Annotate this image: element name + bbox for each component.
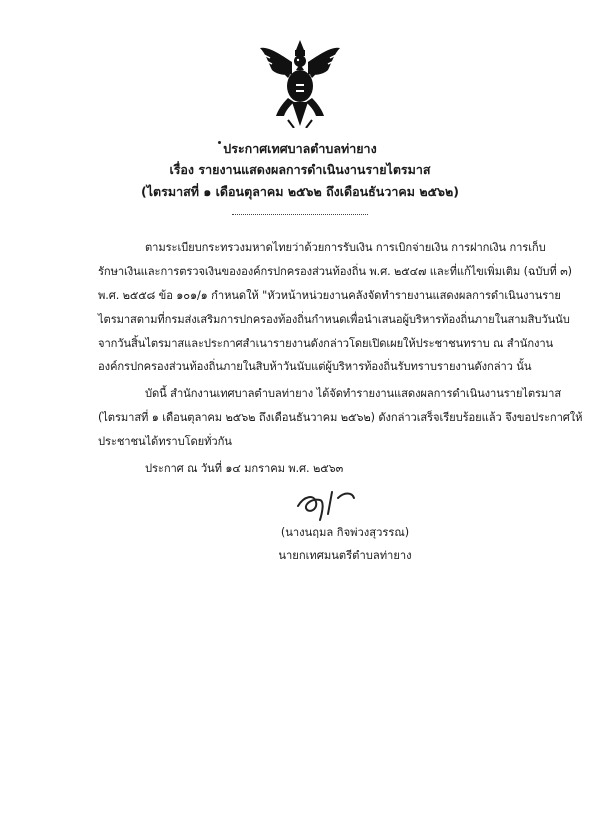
- paragraph-2-line: (ไตรมาสที่ ๑ เดือนตุลาคม ๒๕๖๒ ถึงเดือนธันวาคม ๒๕๖๒) ดังกล่าวเสร็จเรียบร้อยแล้ว จึงขอประกาศให้: [98, 411, 583, 424]
- signatory-position: นายกเทศมนตรีตำบลท่ายาง: [278, 549, 412, 562]
- announcement-subject: เรื่อง รายงานแสดงผลการดำเนินงานรายไตรมาส: [169, 162, 431, 177]
- paragraph-1-line: รักษาเงินและการตรวจเงินขององค์กรปกครองส่วนท้องถิ่น พ.ศ. ๒๕๔๗ และที่แก้ไขเพิ่มเติม (ฉบับที่ ๓): [98, 265, 572, 278]
- announcement-issuer: ประกาศเทศบาลตำบลท่ายาง: [223, 141, 377, 156]
- paragraph-1-line: ตามระเบียบกระทรวงมหาดไทยว่าด้วยการรับเงิน การเบิกจ่ายเงิน การฝากเงิน การเก็บ: [145, 241, 546, 254]
- handwritten-signature: [290, 484, 380, 524]
- signatory-name: (นางนฤมล กิจพ่วงสุวรรณ): [280, 526, 410, 539]
- paragraph-1-line: องค์กรปกครองส่วนท้องถิ่นภายในสิบห้าวันนับแต่ผู้บริหารท้องถิ่นรับทราบรายงานดังกล่าว นั้น: [98, 360, 532, 373]
- paragraph-1-line: พ.ศ. ๒๕๕๘ ข้อ ๑๐๑/๑ กำหนดให้ "หัวหน้าหน่วยงานคลังจัดทำรายงานแสดงผลการดำเนินงานราย: [98, 289, 561, 302]
- garuda-emblem-icon: [258, 40, 342, 128]
- dotted-divider: [232, 214, 368, 215]
- paragraph-2-line: บัดนี้ สำนักงานเทศบาลตำบลท่ายาง ได้จัดทำรายงานแสดงผลการดำเนินงานรายไตรมาส: [145, 387, 562, 400]
- paragraph-2-line: ประชาชนได้ทราบโดยทั่วกัน: [98, 435, 232, 448]
- paragraph-1-line: ไตรมาสตามที่กรมส่งเสริมการปกครองท้องถิ่นกำหนดเพื่อนำเสนอผู้บริหารท้องถิ่นภายในสามสิบวันนับ: [98, 313, 570, 326]
- paragraph-1-line: จากวันสิ้นไตรมาสและประกาศสำเนารายงานดังกล่าวโดยเปิดเผยให้ประชาชนทราบ ณ สำนักงาน: [98, 337, 554, 350]
- announcement-date: ประกาศ ณ วันที่ ๑๔ มกราคม พ.ศ. ๒๕๖๓: [145, 462, 344, 475]
- announcement-period: (ไตรมาสที่ ๑ เดือนตุลาคม ๒๕๖๒ ถึงเดือนธันวาคม ๒๕๖๒): [141, 184, 459, 199]
